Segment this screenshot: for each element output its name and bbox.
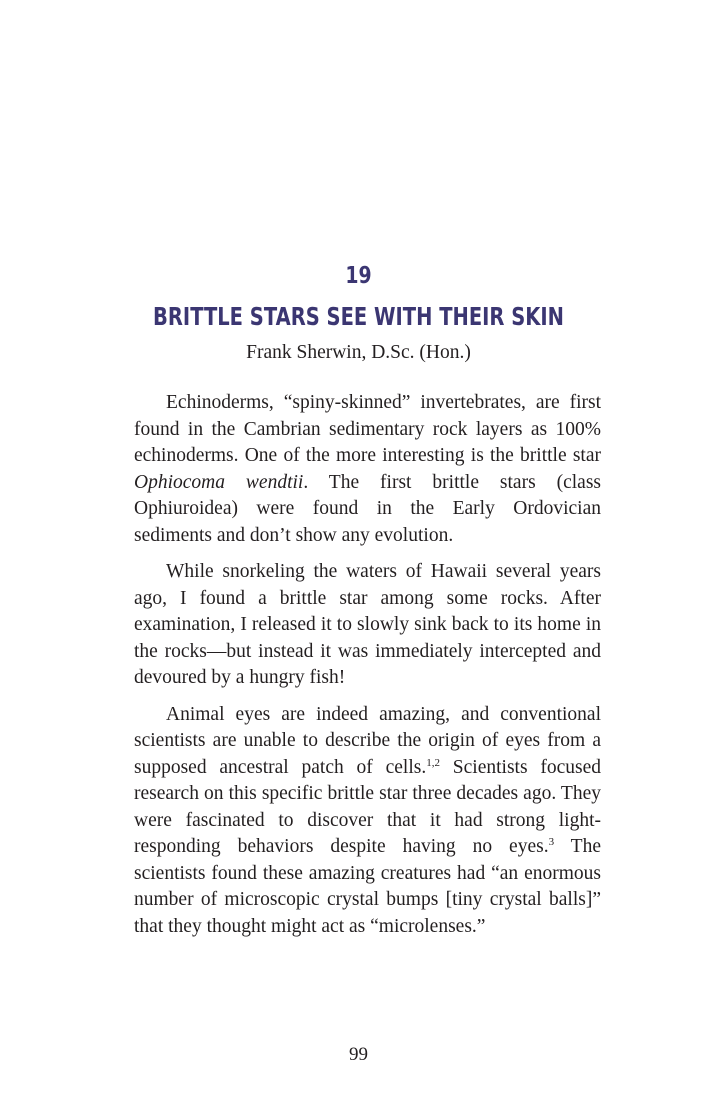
footnote-ref-3: 3 [548,836,555,848]
paragraph-1-text-a: Echinoderms, “spiny-skinned” invertebrates, are first found in the Cambrian sedimentary rock layers as 100% echinoderms. One of the more interesting is the brittle star [134,392,601,466]
footnote-ref-1-2: 1,2 [426,756,440,769]
paragraph-2: While snorkeling the waters of Hawaii several years ago, I found a brittle star among some rocks. After examination, I released it to slowly sink back to its home in the rocks—but instead it was immediately intercepted and devoured by a hungry fish! [134,561,601,688]
paragraph-3-text-b: Scientists focused research on this specific brittle star three decades ago. They were fascinated to discover that it had strong light-responding behaviors despite having no eyes. [134,756,601,857]
page-number: 99 [349,1044,368,1065]
paragraph-3 [134,702,601,941]
paragraph-3-text-a: Animal eyes are indeed amazing, and conventional scientists are unable to describe the origin of eyes from a supposed ancestral patch of cells. [134,703,601,778]
chapter-body [134,390,601,950]
species-name: Ophiocoma wendtii [134,471,304,493]
paragraph-1 [134,390,601,549]
chapter-title: BRITTLE STARS SEE WITH THEIR SKIN [153,302,564,331]
chapter-author: Frank Sherwin, D.Sc. (Hon.) [246,342,471,363]
paragraph-1-text-b: . The first brittle stars (class Ophiuroidea) were found in the Early Ordovician sediments and don’t show any evolution. [134,471,601,546]
paragraph-3-text-c: The scientists found these amazing creatures had “an enormous number of microscopic crystal bumps [tiny crystal balls]” that they thought might act as “microlenses.” [134,836,601,937]
chapter-number: 19 [345,263,372,289]
